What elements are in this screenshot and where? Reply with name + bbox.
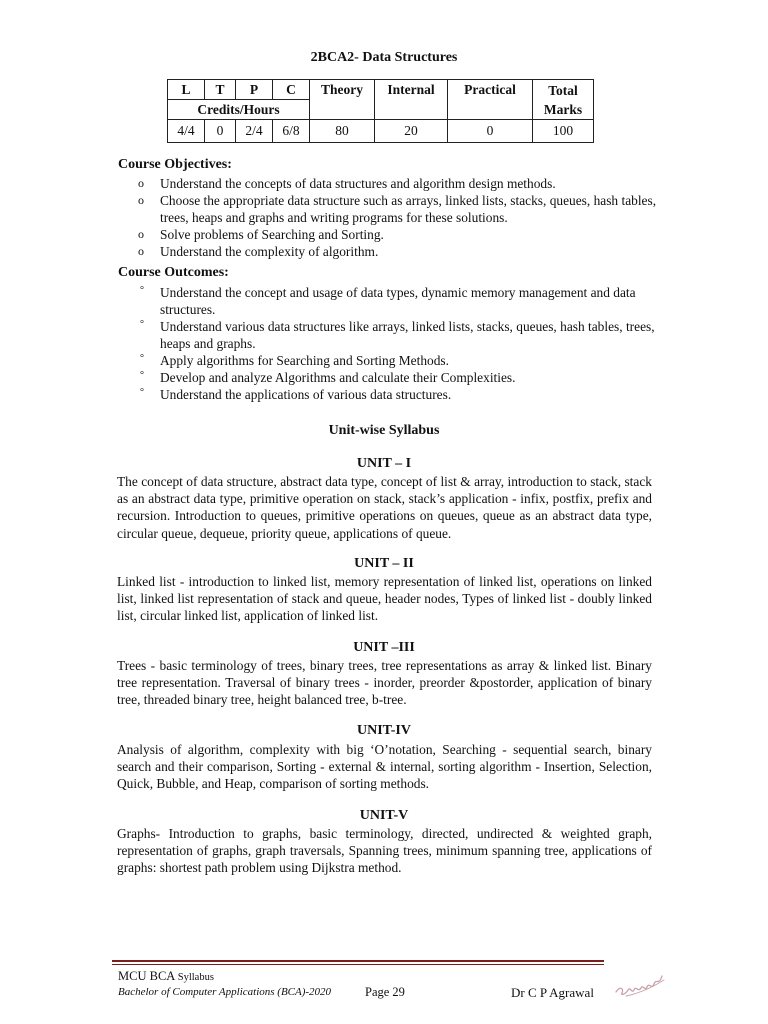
list-item: ° Apply algorithms for Searching and Sorting Methods. bbox=[118, 352, 658, 369]
page-number: Page 29 bbox=[365, 985, 405, 999]
value-l: 4/4 bbox=[168, 120, 205, 143]
degree-bullet-icon: ° bbox=[140, 370, 144, 381]
header-internal: Internal bbox=[375, 80, 448, 120]
unit-text: Linked list - introduction to linked list, memory representation of linked list, operations on linked list, linked list representation of stack and queue, header nodes, Types of linked list - doubly linked list, circular linked list, application of linked list. bbox=[117, 574, 652, 624]
header-c: C bbox=[273, 80, 310, 100]
header-p: P bbox=[236, 80, 273, 100]
value-p: 2/4 bbox=[236, 120, 273, 143]
circle-bullet-icon: o bbox=[138, 193, 144, 207]
unit-title: UNIT-V bbox=[359, 808, 409, 823]
footer-subtitle: Bachelor of Computer Applications (BCA)-2020 bbox=[118, 986, 332, 998]
circle-bullet-icon: o bbox=[138, 176, 144, 190]
degree-bullet-icon: ° bbox=[140, 285, 144, 296]
outcomes-heading: Course Outcomes: bbox=[118, 265, 229, 280]
list-item: ° Develop and analyze Algorithms and calculate their Complexities. bbox=[118, 369, 658, 386]
outcomes-list bbox=[118, 284, 658, 403]
value-internal: 20 bbox=[375, 120, 448, 143]
value-c: 6/8 bbox=[273, 120, 310, 143]
header-total-line2: Marks bbox=[543, 101, 583, 117]
list-item: o Solve problems of Searching and Sorting. bbox=[138, 227, 384, 242]
objectives-heading: Course Objectives: bbox=[118, 157, 232, 172]
list-item: o Understand the concepts of data structures and algorithm design methods. bbox=[138, 176, 556, 191]
unit-text: The concept of data structure, abstract data type, concept of list & array, introduction to stack, stack as an abstract data type, primitive operation on stack, stack’s application - infix, postfix, prefix and recursion. Introduction to queues, primitive operations on queues, queue as an abstract data type, circular queue, dequeue, priority queue, applications of queue. bbox=[117, 474, 652, 541]
value-total: 100 bbox=[533, 120, 594, 143]
signature-image bbox=[612, 966, 668, 1000]
circle-bullet-icon: o bbox=[138, 244, 144, 258]
header-theory: Theory bbox=[310, 80, 375, 120]
header-l: L bbox=[168, 80, 205, 100]
value-practical: 0 bbox=[448, 120, 533, 143]
header-total-marks bbox=[533, 80, 594, 120]
degree-bullet-icon: ° bbox=[140, 319, 144, 330]
header-credits-hours: Credits/Hours bbox=[168, 100, 310, 120]
unit-title: UNIT –III bbox=[353, 640, 415, 655]
circle-bullet-icon: o bbox=[138, 227, 144, 241]
list-item: ° Understand various data structures like arrays, linked lists, stacks, queues, hash tables, trees, heaps and graphs. bbox=[118, 318, 658, 352]
syllabus-heading: Unit-wise Syllabus bbox=[328, 423, 440, 438]
objectives-list bbox=[118, 175, 658, 260]
header-t: T bbox=[205, 80, 236, 100]
header-practical: Practical bbox=[448, 80, 533, 120]
footer-divider bbox=[112, 964, 604, 965]
course-title: 2BCA2- Data Structures bbox=[310, 50, 458, 65]
list-item: o Understand the complexity of algorithm. bbox=[138, 244, 379, 259]
list-item: o Choose the appropriate data structure such as arrays, linked lists, stacks, queues, hash tables, trees, heaps and graphs and writing programs for these solutions. bbox=[138, 193, 657, 225]
degree-bullet-icon: ° bbox=[140, 353, 144, 364]
unit-text: Graphs- Introduction to graphs, basic terminology, directed, undirected & weighted graph, representation of graphs, graph traversals, Spanning trees, minimum spanning tree, applications of graphs: shortest path problem using Dijkstra method. bbox=[117, 826, 652, 876]
value-t: 0 bbox=[205, 120, 236, 143]
list-item: ° Understand the applications of various data structures. bbox=[118, 386, 658, 403]
unit-text: Trees - basic terminology of trees, binary trees, tree representations as array & linked list. Binary tree representation. Traversal of binary trees - inorder, preorder &postorder, application of binary tree, threaded binary tree, height balanced tree, b-tree. bbox=[117, 658, 652, 708]
unit-title: UNIT-IV bbox=[357, 723, 411, 738]
footer-title: MCU BCA Syllabus bbox=[118, 969, 214, 983]
footer-author: Dr C P Agrawal bbox=[511, 985, 594, 1000]
degree-bullet-icon: ° bbox=[140, 387, 144, 398]
credits-table bbox=[167, 79, 594, 143]
header-total-line1: Total bbox=[548, 82, 578, 98]
unit-text: Analysis of algorithm, complexity with big ‘O’notation, Searching - sequential search, binary search and their comparison, Sorting - external & internal, sorting algorithm - Insertion, Selection, Quick, Bubble, and Heap, comparison of sorting methods. bbox=[117, 742, 652, 792]
unit-title: UNIT – I bbox=[356, 456, 412, 471]
value-theory: 80 bbox=[310, 120, 375, 143]
list-item: ° Understand the concept and usage of data types, dynamic memory management and data structures. bbox=[118, 284, 658, 318]
unit-title: UNIT – II bbox=[354, 556, 414, 571]
footer-divider bbox=[112, 960, 604, 962]
